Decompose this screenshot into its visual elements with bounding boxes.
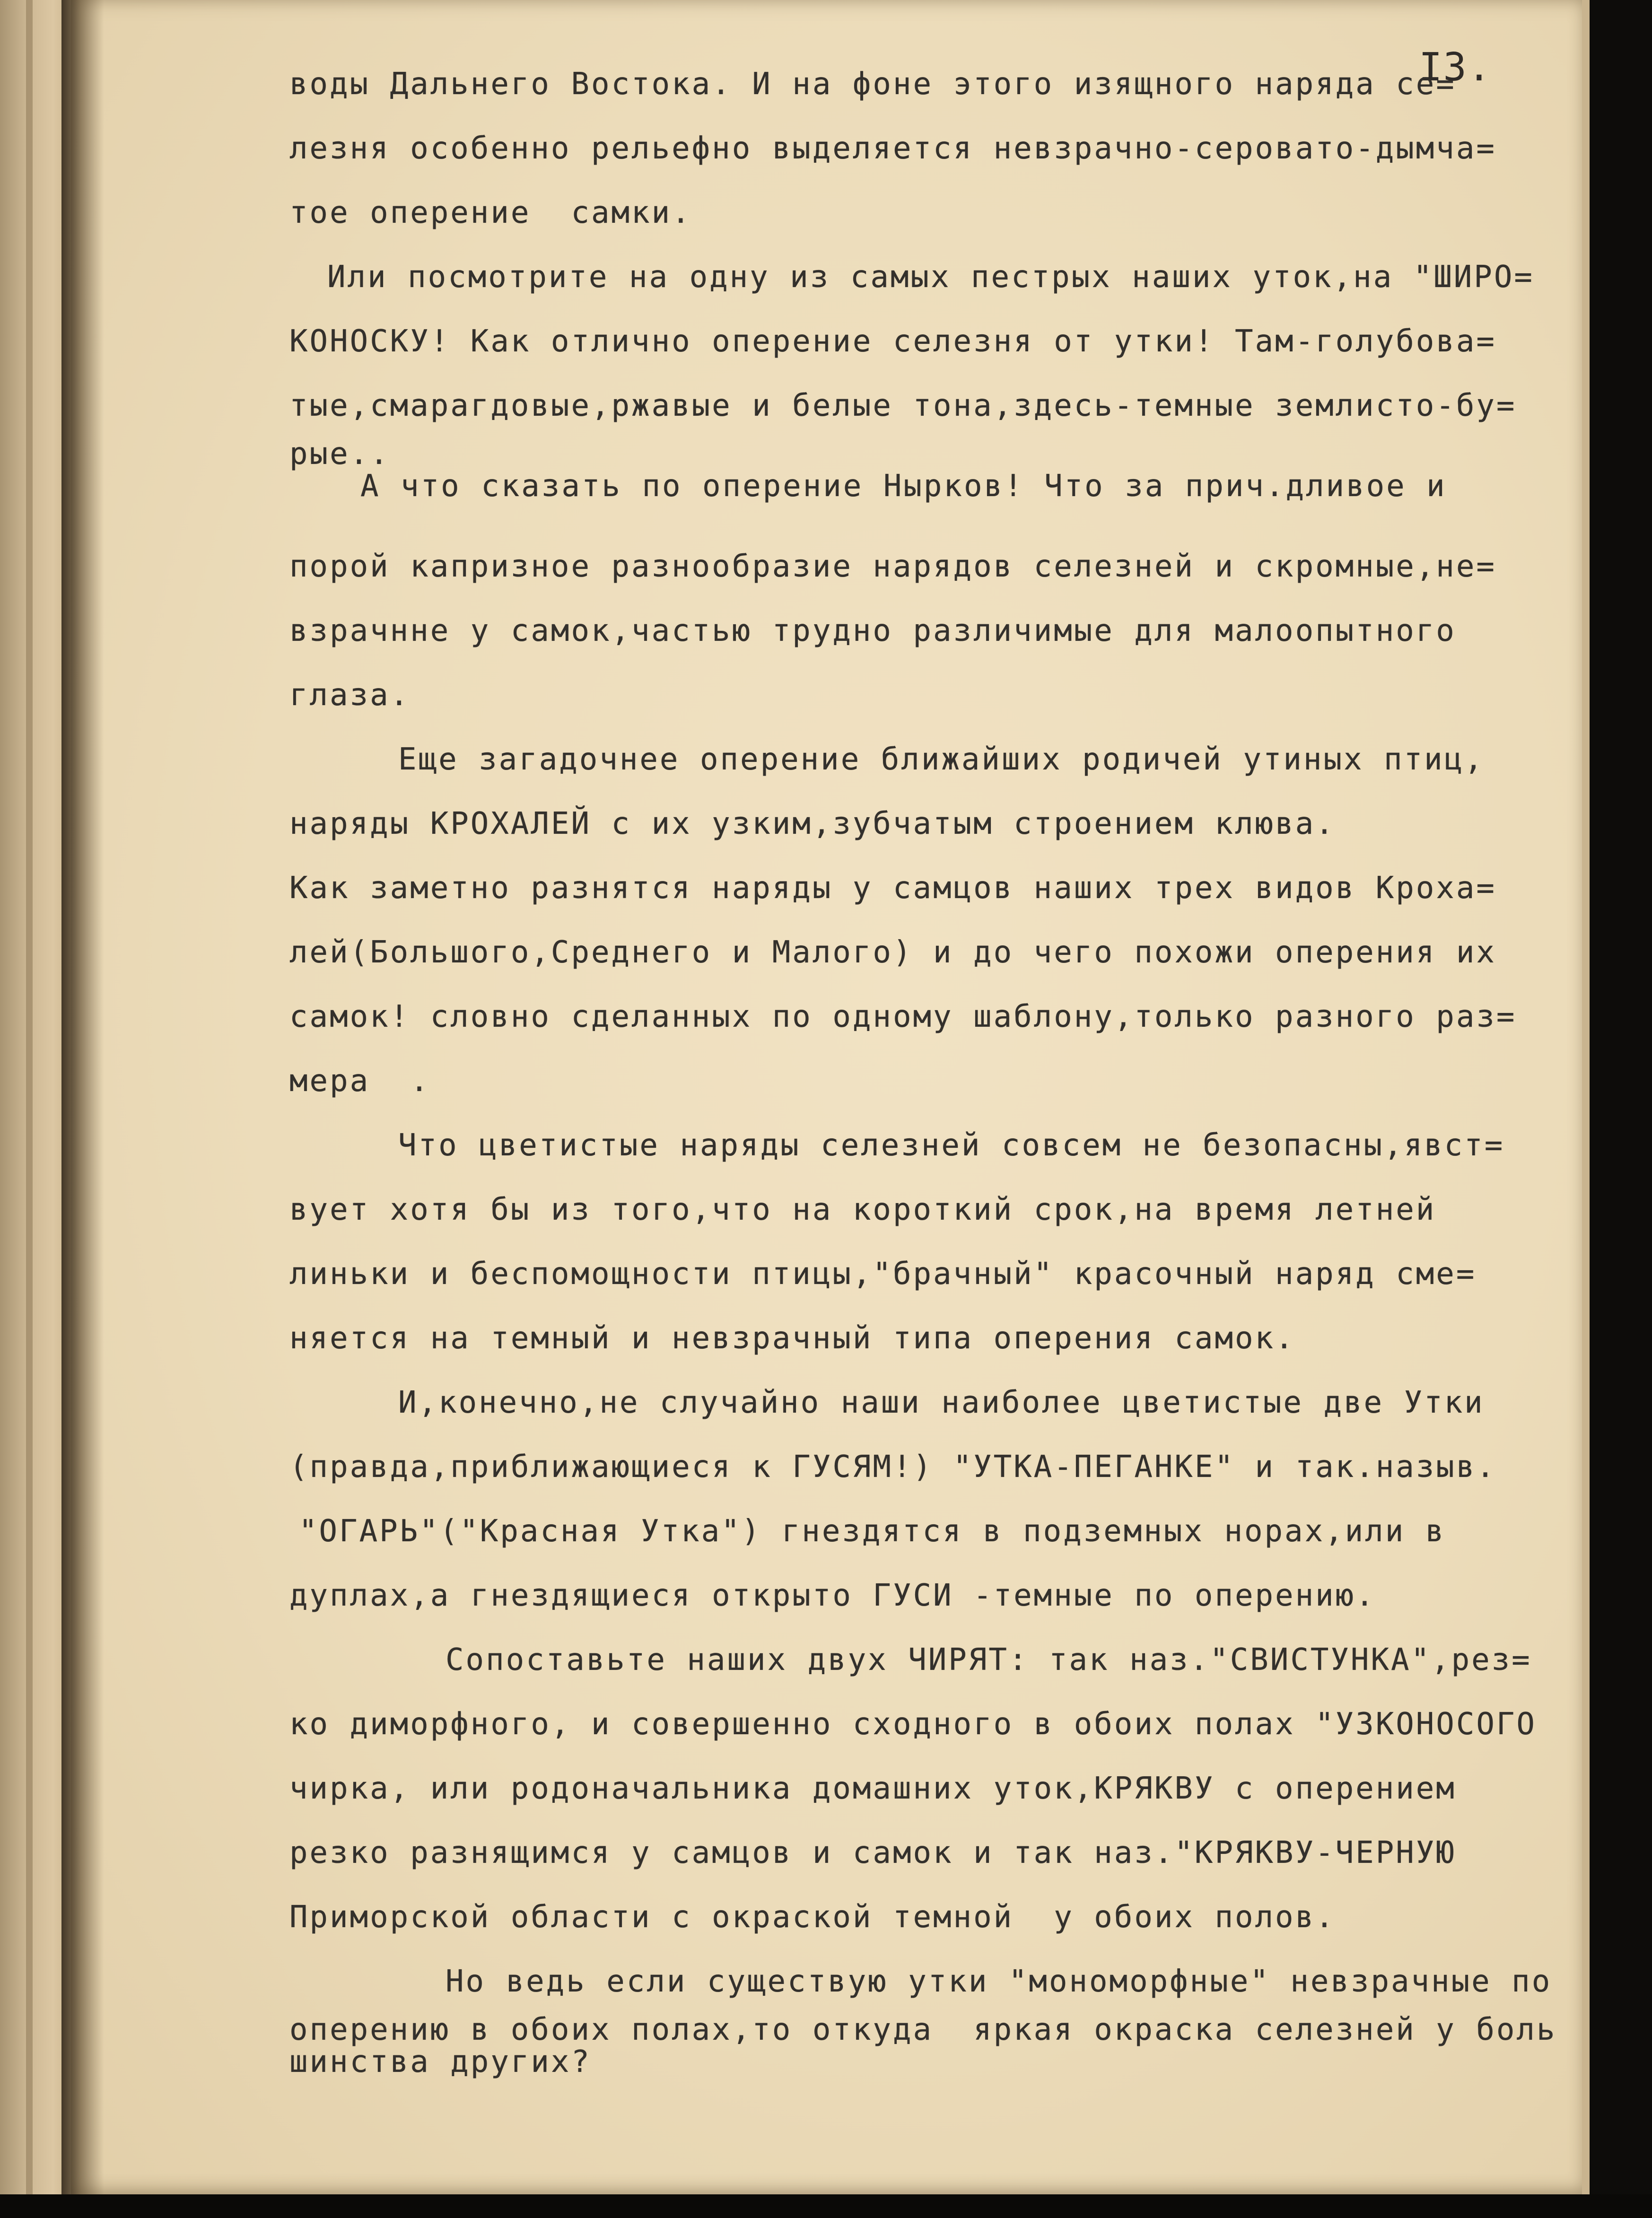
text-line: оперению в обоих полах,то откуда яркая окраска селезней у боль xyxy=(289,2012,1557,2047)
text-line: Или посмотрите на одну из самых пестрых наших уток,на "ШИРО= xyxy=(327,260,1534,295)
text-line: Но ведь если существую утки "мономорфные" невзрачные по xyxy=(446,1964,1552,1999)
text-line: мера . xyxy=(289,1064,430,1099)
text-line: тое оперение самки. xyxy=(289,195,692,230)
text-line: воды Дальнего Востока. И на фоне этого изящного наряда се= xyxy=(289,67,1456,102)
text-line: резко разнящимся у самцов и самок и так наз."КРЯКВУ-ЧЕРНУЮ xyxy=(289,1835,1456,1870)
text-line: глаза. xyxy=(289,678,411,713)
text-line: А что сказать по оперение Нырков! Что за прич.дливое и xyxy=(360,469,1447,504)
typewritten-text xyxy=(289,52,1595,2078)
text-line: чирка, или родоначальника домашних уток,КРЯКВУ с оперением xyxy=(289,1771,1456,1806)
text-line: самок! словно сделанных по одному шаблону,только разного раз= xyxy=(289,999,1517,1034)
text-line-spacer xyxy=(289,502,1595,534)
text-line: И,конечно,не случайно наши наиболее цветистые две Утки xyxy=(398,1385,1485,1420)
text-line: ко диморфного, и совершенно сходного в обоих полах "УЗКОНОСОГО xyxy=(289,1707,1537,1742)
text-line: Что цветистые наряды селезней совсем не безопасны,явст= xyxy=(398,1128,1505,1163)
text-line: лей(Большого,Среднего и Малого) и до чего похожи оперения их xyxy=(289,935,1496,970)
text-line: Еще загадочнее оперение ближайших родичей утиных птиц, xyxy=(398,742,1485,777)
text-line: лезня особенно рельефно выделяется невзрачно-серовато-дымча= xyxy=(289,131,1496,166)
text-line: рые.. xyxy=(289,437,390,472)
text-line: Приморской области с окраской темной у обоих полов. xyxy=(289,1900,1336,1935)
text-line: тые,смарагдовые,ржавые и белые тона,здесь-темные землисто-бу= xyxy=(289,388,1517,423)
text-line: Как заметно разнятся наряды у самцов наших трех видов Кроха= xyxy=(289,871,1496,906)
scan-background xyxy=(0,2194,1652,2218)
binding-shadow xyxy=(61,0,104,2218)
text-line: шинства других? xyxy=(289,2044,591,2079)
text-line: линьки и беспомощности птицы,"брачный" красочный наряд сме= xyxy=(289,1257,1477,1292)
text-line: (правда,приближающиеся к ГУСЯМ!) "УТКА-ПЕГАНКЕ" и так.назыв. xyxy=(289,1450,1496,1484)
text-line: наряды КРОХАЛЕЙ с их узким,зубчатым строением клюва. xyxy=(289,806,1356,841)
text-line: вует хотя бы из того,что на короткий срок,на время летней xyxy=(289,1192,1436,1227)
text-line: "ОГАРЬ"("Красная Утка") гнездятся в подземных норах,или в xyxy=(299,1514,1446,1549)
previous-page-edge xyxy=(0,0,71,2194)
page-fold-line xyxy=(26,0,33,2194)
text-line: Сопоставьте наших двух ЧИРЯТ: так наз."СВИСТУНКА",рез= xyxy=(446,1642,1532,1677)
text-line: няется на темный и невзрачный типа оперения самок. xyxy=(289,1321,1295,1356)
text-line: дуплах,а гнездящиеся открыто ГУСИ -темные по оперению. xyxy=(289,1578,1376,1613)
text-line: порой капризное разнообразие нарядов селезней и скромные,не= xyxy=(289,549,1496,584)
text-line: взрачнне у самок,частью трудно различимые для малоопытного xyxy=(289,613,1456,648)
page-number: I3. xyxy=(1419,45,1492,90)
text-line: КОНОСКУ! Как отлично оперение селезня от утки! Там-голубова= xyxy=(289,324,1496,359)
